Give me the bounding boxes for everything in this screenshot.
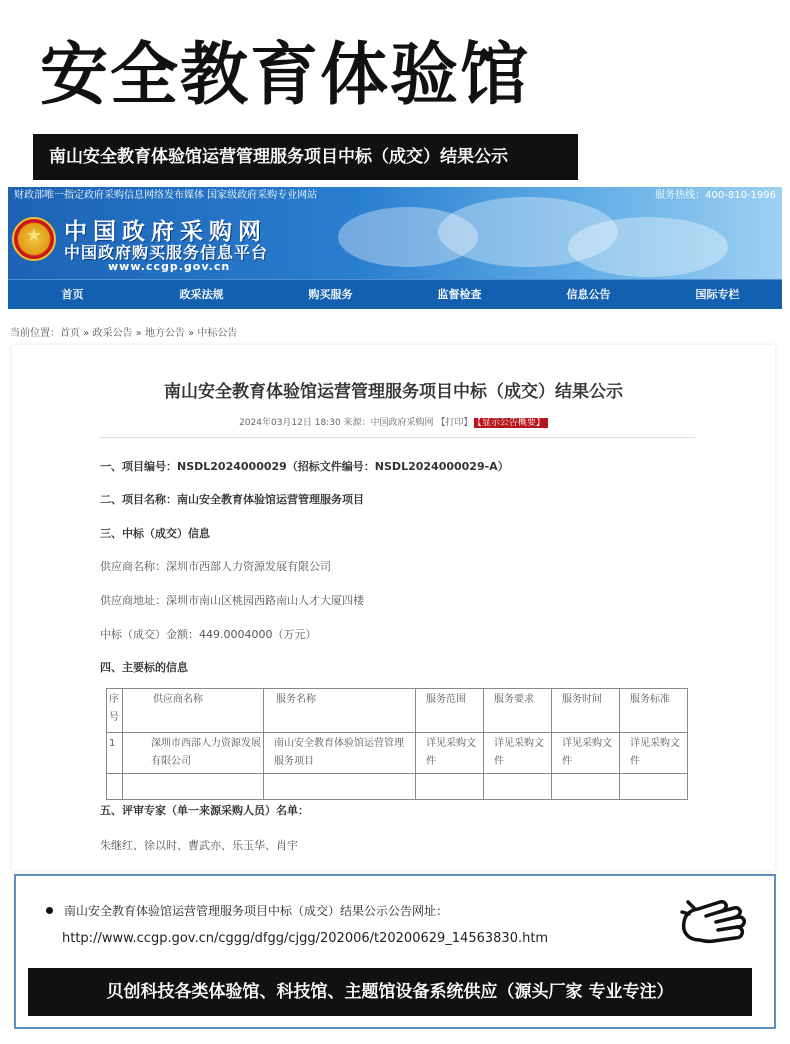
table-header-cell: 服务要求 [484, 689, 552, 733]
nav-home[interactable]: 首页 [61, 288, 84, 301]
table-cell [484, 774, 552, 800]
award-table [106, 688, 688, 800]
notice-url-link[interactable]: http://www.ccgp.gov.cn/cggg/dfgg/cjgg/202006/t20200629_14563830.htm [62, 931, 549, 946]
table-cell: 详见采购文件 [416, 733, 484, 774]
table-cell [620, 774, 688, 800]
site-logo-title[interactable]: 中国政府采购网 [64, 219, 267, 245]
table-cell: 详见采购文件 [620, 733, 688, 774]
site-logo-subtitle: 中国政府购买服务信息平台 [64, 243, 269, 262]
table-cell [416, 774, 484, 800]
table-cell [552, 774, 620, 800]
table-cell: 详见采购文件 [552, 733, 620, 774]
pointing-hand-icon [676, 888, 760, 952]
table-header-cell: 服务名称 [264, 689, 416, 733]
main-nav [8, 279, 782, 309]
publish-info: 2024年03月12日 18:30 来源：中国政府采购网 【打印】 [239, 418, 473, 428]
national-emblem-icon [12, 217, 56, 261]
table-row [107, 733, 688, 774]
project-name: 二、项目名称：南山安全教育体验馆运营管理服务项目 [100, 493, 364, 506]
table-cell: 1 [107, 733, 123, 774]
nav-supervision[interactable]: 监督检查 [437, 288, 482, 301]
table-header-cell: 服务标准 [620, 689, 688, 733]
cloud-decoration [568, 217, 728, 277]
page-title: 南山安全教育体验馆运营管理服务项目中标（成交）结果公示 [164, 382, 623, 402]
nav-announcements[interactable]: 信息公告 [566, 288, 611, 301]
footer-banner: 贝创科技各类体验馆、科技馆、主题馆设备系统供应（源头厂家 专业专注） [28, 968, 752, 1016]
table-header-row [107, 689, 688, 733]
top-info-text: 财政部唯一指定政府采购信息网络发布媒体 国家级政府采购专业网站 [14, 190, 318, 201]
notice-box [14, 874, 776, 1029]
table-header-cell: 供应商名称 [123, 689, 264, 733]
table-row [107, 774, 688, 800]
main-items-heading: 四、主要标的信息 [100, 661, 188, 674]
experts-heading: 五、评审专家（单一来源采购人员）名单： [100, 804, 309, 817]
table-header-cell: 服务时间 [552, 689, 620, 733]
nav-purchase-services[interactable]: 购买服务 [308, 288, 353, 301]
project-number: 一、项目编号：NSDL2024000029（招标文件编号：NSDL2024000029-A） [100, 460, 509, 473]
award-amount: 中标（成交）金额：449.0004000（万元） [100, 628, 317, 641]
site-logo-url: www.ccgp.gov.cn [108, 260, 231, 273]
hero-banner: 南山安全教育体验馆运营管理服务项目中标（成交）结果公示 [33, 134, 578, 180]
announcement-panel [12, 345, 775, 870]
hero-title: 安全教育体验馆 [40, 36, 531, 115]
table-cell: 南山安全教育体验馆运营管理服务项目 [264, 733, 416, 774]
table-header-cell: 序号 [107, 689, 123, 733]
supplier-name: 供应商名称：深圳市西部人力资源发展有限公司 [100, 560, 331, 573]
table-cell [123, 774, 264, 800]
notice-label: 南山安全教育体验馆运营管理服务项目中标（成交）结果公示公告网址： [64, 904, 449, 918]
ccgp-screenshot [8, 187, 782, 309]
bullet-icon [46, 907, 53, 914]
award-info-heading: 三、中标（成交）信息 [100, 527, 210, 540]
supplier-address: 供应商地址：深圳市南山区桃园西路南山人才大厦四楼 [100, 594, 364, 607]
divider [100, 437, 695, 438]
experts-list: 朱继红、徐以时、曹武亦、乐玉华、肖宇 [100, 839, 298, 852]
top-info-bar [8, 187, 782, 205]
table-header-cell: 服务范围 [416, 689, 484, 733]
show-summary-button[interactable]: 【显示公告概要】 [474, 418, 548, 428]
breadcrumb[interactable]: 当前位置：首页 » 政采公告 » 地方公告 » 中标公告 [10, 328, 238, 339]
nav-international[interactable]: 国际专栏 [695, 288, 740, 301]
table-cell [264, 774, 416, 800]
doc-meta [12, 415, 775, 428]
hotline: 服务热线：400-810-1996 [655, 190, 776, 201]
table-cell: 深圳市西部人力资源发展有限公司 [123, 733, 264, 774]
nav-regulations[interactable]: 政采法规 [179, 288, 224, 301]
table-cell [107, 774, 123, 800]
site-header [8, 187, 782, 279]
table-cell: 详见采购文件 [484, 733, 552, 774]
